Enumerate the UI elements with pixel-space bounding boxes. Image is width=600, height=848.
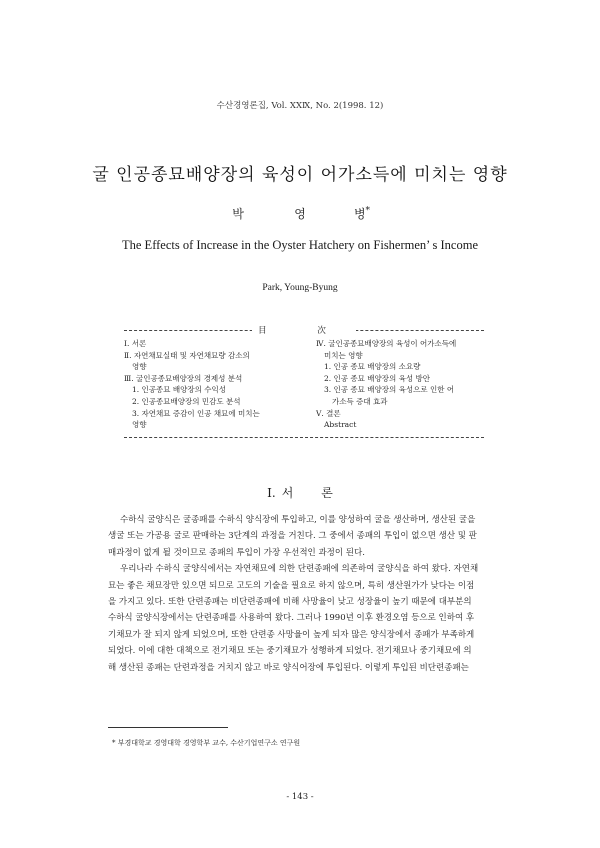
author-english: Park, Young-Byung	[262, 283, 338, 293]
toc-item: 3. 인공 종묘 배양장의 육성으로 인한 어	[324, 385, 455, 395]
body-line: 매과정이 없게 될 것이므로 종패의 투입이 가장 우선적인 과정이 된다.	[108, 547, 365, 558]
author-name-char: 영	[294, 207, 306, 221]
body-line: 생굴 또는 가공용 굴로 판매하는 3단계의 과정을 거친다. 그 중에서 종패의 투입이 없으면 생산 및 판	[108, 531, 477, 542]
toc-item: Ⅲ. 굴인공종묘배양장의 경제성 분석	[124, 373, 243, 383]
section-number: Ⅰ.	[267, 486, 276, 500]
body-line: 기채묘가 잘 되지 않게 되었으며, 또한 단련종 사망율이 높게 되자 많은 양식장에서 종패가 부족하게	[108, 629, 475, 640]
section-title-char: 서	[281, 486, 294, 500]
journal-header: 수산경영론집, Vol. XXⅨ, No. 2(1998. 12)	[216, 101, 384, 111]
page-number: - 143 -	[286, 792, 314, 802]
body-line: 되었다. 이에 대한 대책으로 전기채묘 또는 중기채묘가 성행하게 되었다. 전기채묘나 중기채묘에 의	[108, 646, 472, 657]
section-heading	[0, 484, 600, 501]
toc-right-column	[316, 338, 484, 431]
toc-item: Ⅰ. 서론	[124, 339, 147, 348]
toc-heading: 目 次	[124, 324, 484, 336]
toc-item: 가소득 증대 효과	[332, 396, 388, 406]
author-name-char: 병*	[353, 206, 371, 221]
author-name-char: 박	[232, 207, 244, 221]
toc-item: 영향	[132, 362, 147, 372]
toc-item: 3. 자연채묘 증감이 인공 채묘에 미치는	[132, 408, 260, 418]
toc-item: Ⅳ. 굴인공종묘배양장의 육성이 어가소득에	[316, 339, 457, 348]
footnote-divider	[108, 727, 228, 728]
toc-item: 2. 인공 종묘 배양장의 육성 방안	[324, 373, 431, 383]
footnote: * 부경대학교 경영대학 경영학부 교수, 수산기업연구소 연구원	[112, 739, 301, 747]
toc-item: 1. 인공 종묘 배양장의 소요량	[324, 362, 421, 372]
toc-item: Ⅴ. 결론	[316, 408, 341, 418]
paper-title-english: The Effects of Increase in the Oyster Hatchery on Fishermen’ s Income	[122, 238, 478, 252]
toc-left-column	[124, 338, 300, 431]
author-korean	[0, 205, 600, 222]
body-line: 묘는 좋은 채묘장만 있으면 되므로 고도의 기술을 필요로 하지 않으며, 특히 생산원가가 낮다는 이점	[108, 580, 475, 591]
toc-item: 영향	[132, 420, 147, 430]
table-of-contents	[124, 324, 484, 438]
body-line: 수하식 굴양식장에서는 단련종패를 사용하여 왔다. 그러나 1990년 이후 환경오염 등으로 인하여 후	[108, 613, 475, 624]
footnote-mark: *	[365, 206, 371, 216]
toc-item: 1. 인공종묘 배양장의 수익성	[132, 385, 227, 395]
toc-item: 2. 인공종묘배양장의 민감도 분석	[132, 396, 241, 406]
toc-bottom-rule	[124, 437, 484, 438]
body-text	[108, 512, 503, 676]
paper-title-korean: 굴 인공종묘배양장의 육성이 어가소득에 미치는 영향	[92, 165, 508, 185]
body-line: 수하식 굴양식은 굴종패를 수하식 양식장에 투입하고, 이를 양성하여 굴을 생산하며, 생산된 굴을	[120, 515, 476, 525]
section-title-char: 론	[321, 486, 333, 500]
body-line: 우리나라 수하식 굴양식에서는 자연채묘에 의한 단련종패에 의존하여 굴양식을 하여 왔다. 자연채	[120, 564, 479, 575]
toc-item: Abstract	[324, 420, 357, 430]
body-line: 해 생산된 종패는 단련과정을 거치지 않고 바로 양식어장에 투입된다. 이렇게 투입된 비단련종패는	[108, 662, 469, 673]
toc-item: 미치는 영향	[324, 350, 363, 360]
body-line: 을 가지고 있다. 또한 단련종패는 비단련종패에 비해 사망율이 낮고 성장율이 높기 때문에 대부분의	[108, 597, 472, 608]
toc-item: Ⅱ. 자연채묘실태 및 자연채묘량 감소의	[124, 350, 250, 360]
